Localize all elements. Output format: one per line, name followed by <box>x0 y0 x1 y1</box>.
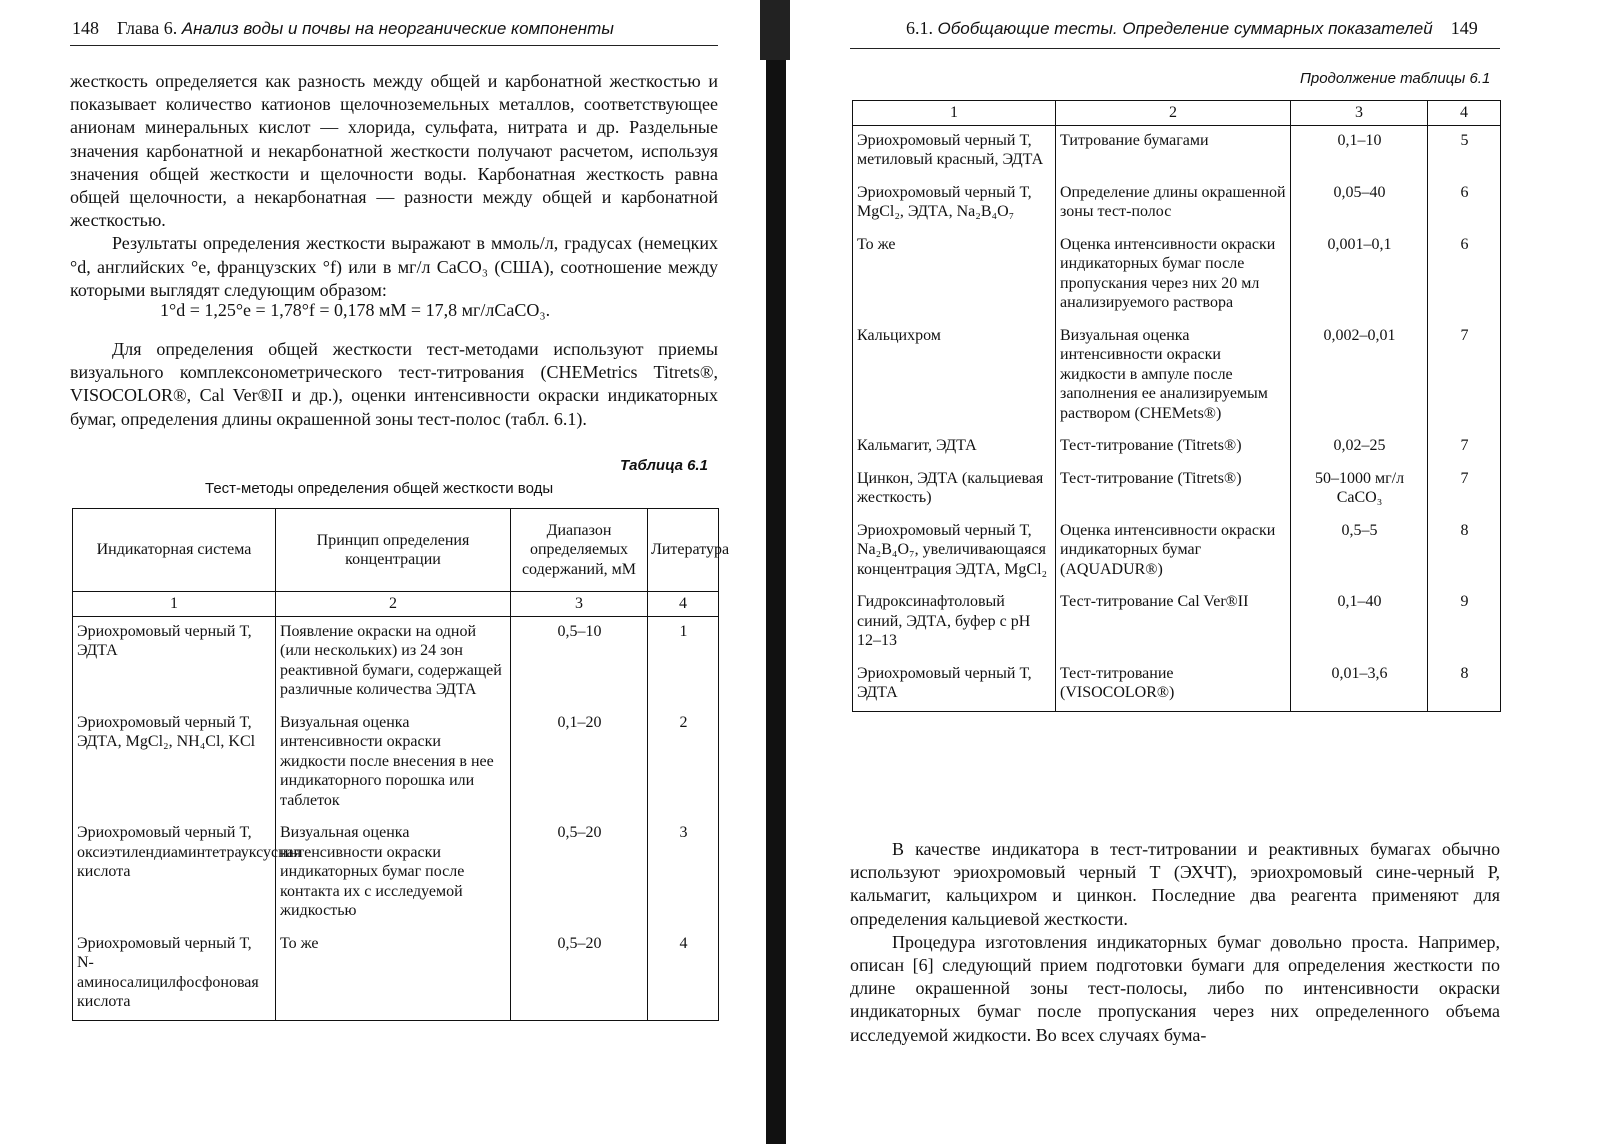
left-page <box>0 0 780 1144</box>
table-cell: Титрование бумагами <box>1056 125 1291 178</box>
table-cell: Цинкон, ЭДТА (кальциевая жесткость) <box>853 464 1056 516</box>
table-cell: Эриохромовый черный Т, N-аминосалицилфосфоновая кислота <box>73 929 276 1021</box>
table-cell: Эриохромовый черный Т, MgCl₂, ЭДТА, Na₂B₄O₇ <box>853 178 1056 230</box>
column-header: Диапазон определяемых содержаний, мМ <box>511 509 648 592</box>
table-title: Тест-методы определения общей жесткости воды <box>205 480 554 497</box>
table-cell: Кальмагит, ЭДТА <box>853 431 1056 464</box>
table-cell: 7 <box>1428 321 1501 432</box>
column-number: 4 <box>648 592 719 617</box>
table-cell: То же <box>853 230 1056 321</box>
book-gutter-top <box>760 0 790 60</box>
table-row <box>853 464 1501 516</box>
table-cell: 0,5–5 <box>1291 516 1428 588</box>
table-cell: 0,05–40 <box>1291 178 1428 230</box>
table-cell: 50–1000 мг/л CaCO₃ <box>1291 464 1428 516</box>
column-number: 2 <box>1056 101 1291 126</box>
column-number: 1 <box>73 592 276 617</box>
table-cell: Тест-титрование Cal Ver®II <box>1056 587 1291 659</box>
table-row <box>73 818 719 929</box>
formula: 1°d = 1,25°e = 1,78°f = 0,178 мМ = 17,8 мг/лCaCO₃. <box>160 300 551 320</box>
header-rule <box>70 45 718 46</box>
paragraph: Процедура изготовления индикаторных бумаг довольно проста. Например, описан [6] следующий прием подготовки бумаги для определения жесткости по длине окрашенной зоны тест-полосы, либо по интенсивности окраски индикаторных бумаг после пропускания через них определенного объема исследуемой жидкости. Во всех случаях бума- <box>850 931 1500 1045</box>
table-cell: То же <box>276 929 511 1021</box>
page-number: 148 <box>72 18 99 38</box>
table-cell: 0,5–20 <box>511 818 648 929</box>
page-number: 149 <box>1450 18 1478 38</box>
table-cell: 0,5–20 <box>511 929 648 1021</box>
column-number-row <box>853 101 1501 126</box>
left-body-text-2 <box>70 338 718 431</box>
table-row <box>853 659 1501 712</box>
table-cell: 0,002–0,01 <box>1291 321 1428 432</box>
book-gutter <box>766 0 786 1144</box>
column-number-row <box>73 592 719 617</box>
column-number: 2 <box>276 592 511 617</box>
table-cell: 8 <box>1428 659 1501 712</box>
table-cell: Оценка интенсивности окраски индикаторных бумаг после пропускания через них 20 мл анализируемого раствора <box>1056 230 1291 321</box>
section-number: 6.1. <box>906 18 933 38</box>
chapter-label: Глава 6. <box>117 18 178 38</box>
table-row <box>73 708 719 819</box>
table-cell: 7 <box>1428 431 1501 464</box>
table-cell: Появление окраски на одной (или нескольких) из 24 зон реактивной бумаги, содержащей различные количества ЭДТА <box>276 616 511 708</box>
left-page-header <box>72 18 614 39</box>
table-cell: 0,02–25 <box>1291 431 1428 464</box>
table-cell: 0,001–0,1 <box>1291 230 1428 321</box>
table-row <box>73 616 719 708</box>
table-cell: Кальцихром <box>853 321 1056 432</box>
table-cell: Визуальная оценка интенсивности окраски жидкости после внесения в нее индикаторного порошка или таблеток <box>276 708 511 819</box>
table-cell: Эриохромовый черный Т, Na₂B₄O₇, увеличивающаяся концентрация ЭДТА, MgCl₂ <box>853 516 1056 588</box>
header-rule <box>850 48 1500 49</box>
table-cell: Визуальная оценка интенсивности окраски индикаторных бумаг после контакта их с исследуемой жидкостью <box>276 818 511 929</box>
data-table <box>72 508 730 1021</box>
right-page <box>830 0 1600 1144</box>
table-cell: 4 <box>648 929 719 1021</box>
table-row <box>853 125 1501 178</box>
right-page-header <box>906 18 1478 39</box>
table-row <box>73 929 719 1021</box>
table-cell: Тест-титрование (Titrets®) <box>1056 431 1291 464</box>
table-cell: 8 <box>1428 516 1501 588</box>
paragraph: В качестве индикатора в тест-титровании и реактивных бумагах обычно используют эриохромовый черный Т (ЭХЧТ), эриохромовый сине-черный Р, кальмагит, кальцихром и цинкон. Последние два реагента применяют для определения кальциевой жесткости. <box>850 839 1500 929</box>
table-row <box>853 178 1501 230</box>
table-cell: Эриохромовый черный Т, ЭДТА <box>73 616 276 708</box>
paragraph: жесткость определяется как разность между общей и карбонатной жесткостью и показывает количество катионов щелочноземельных металлов, соответствующее анионам минеральных кислот — хлорида, сульфата, нитрата и др. Раздельные значения карбонатной и некарбонатной жесткости получают расчетом, используя значения общей жесткости и щелочности воды. Карбонатная жесткость равна общей щелочности, а некарбонатная — разности между общей и карбонатной жесткостью. <box>70 71 718 231</box>
table-cell: 0,1–10 <box>1291 125 1428 178</box>
table-cell: Определение длины окрашенной зоны тест-полос <box>1056 178 1291 230</box>
table-cell: 6 <box>1428 230 1501 321</box>
table-cell: Эриохромовый черный Т, ЭДТА, MgCl₂, NH₄Cl, KCl <box>73 708 276 819</box>
table-cell: 9 <box>1428 587 1501 659</box>
paragraph: Результаты определения жесткости выражают в ммоль/л, градусах (немецких °d, английских °e, французских °f) или в мг/л CaCO₃ (США), соотношение между которыми выглядят следующим образом: <box>70 233 718 300</box>
left-body-text <box>70 70 718 302</box>
column-number: 3 <box>1291 101 1428 126</box>
table-cell: 0,1–20 <box>511 708 648 819</box>
table-cell: Гидроксинафтоловый синий, ЭДТА, буфер с pH 12–13 <box>853 587 1056 659</box>
column-header: Индикаторная система <box>73 509 276 592</box>
table-cell: Оценка интенсивности окраски индикаторных бумаг (AQUADUR®) <box>1056 516 1291 588</box>
column-header: Принцип определения концентрации <box>276 509 511 592</box>
table-row <box>853 321 1501 432</box>
table-cell: 1 <box>648 616 719 708</box>
table-cell: Тест-титрование (VISOCOLOR®) <box>1056 659 1291 712</box>
table-row <box>853 587 1501 659</box>
table-cell: 0,1–40 <box>1291 587 1428 659</box>
table-cell: Эриохромовый черный Т, метиловый красный, ЭДТА <box>853 125 1056 178</box>
table-cell: Эриохромовый черный Т, ЭДТА <box>853 659 1056 712</box>
table-cell: 2 <box>648 708 719 819</box>
right-body-text <box>850 838 1500 1047</box>
table-cell: Тест-титрование (Titrets®) <box>1056 464 1291 516</box>
table-cell: 6 <box>1428 178 1501 230</box>
table-continuation-label: Продолжение таблицы 6.1 <box>1300 70 1491 87</box>
section-title: Обобщающие тесты. Определение суммарных показателей <box>937 19 1433 38</box>
table-row <box>853 230 1501 321</box>
data-table <box>852 100 1501 712</box>
table-number: Таблица 6.1 <box>620 457 708 474</box>
column-header: Литература <box>648 509 719 592</box>
column-number: 3 <box>511 592 648 617</box>
table-cell: 0,5–10 <box>511 616 648 708</box>
table-cell: Эриохромовый черный Т, оксиэтилендиаминтетрауксусная кислота <box>73 818 276 929</box>
table-header-row <box>73 509 719 592</box>
chapter-title: Анализ воды и почвы на неорганические компоненты <box>181 19 614 38</box>
table-cell: 3 <box>648 818 719 929</box>
table-row <box>853 516 1501 588</box>
table-cell: 7 <box>1428 464 1501 516</box>
column-number: 4 <box>1428 101 1501 126</box>
column-number: 1 <box>853 101 1056 126</box>
table-cell: 0,01–3,6 <box>1291 659 1428 712</box>
table-cell: 5 <box>1428 125 1501 178</box>
table-row <box>853 431 1501 464</box>
table-cell: Визуальная оценка интенсивности окраски жидкости в ампуле после заполнения ее анализируемым раствором (CHEMets®) <box>1056 321 1291 432</box>
paragraph: Для определения общей жесткости тест-методами используют приемы визуального комплексонометрического тест-титрования (CHEMetrics Titrets®, VISOCOLOR®, Cal Ver®II и др.), оценки интенсивности окраски индикаторных бумаг, определения длины окрашенной зоны тест-полос (табл. 6.1). <box>70 339 718 429</box>
